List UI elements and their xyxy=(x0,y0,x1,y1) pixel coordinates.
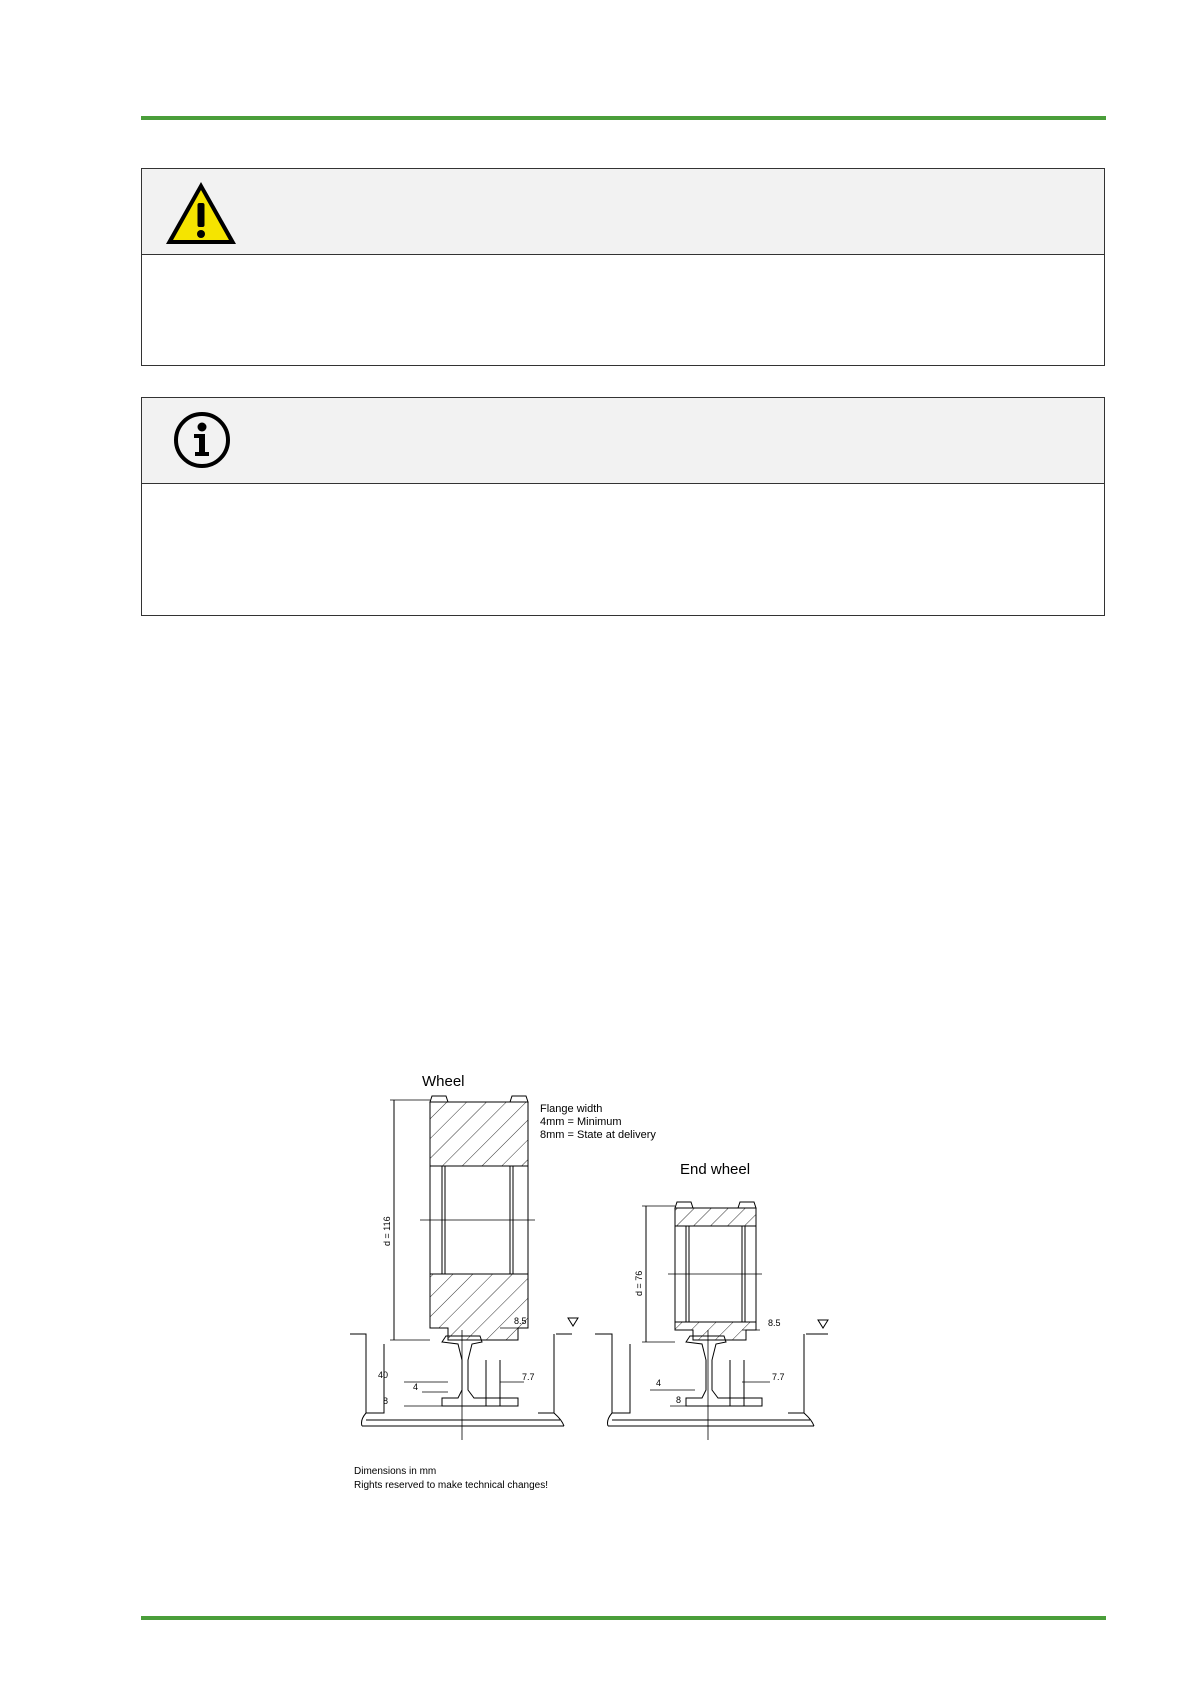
warning-box-header xyxy=(142,169,1104,255)
info-circle-icon xyxy=(172,410,232,470)
wheel-title: Wheel xyxy=(422,1073,465,1090)
end-wheel-dim-7-7: 7.7 xyxy=(772,1372,785,1382)
wheel-dim-4: 4 xyxy=(413,1382,419,1392)
end-wheel-figure xyxy=(595,1202,828,1440)
wheel-technical-drawing xyxy=(350,1060,910,1510)
wheel-figure xyxy=(350,1096,578,1440)
flange-note-line-2: 4mm = Minimum xyxy=(540,1116,622,1128)
wheel-diameter-label: d = 116 xyxy=(382,1216,392,1246)
footer-rule xyxy=(141,1616,1106,1620)
warning-triangle-icon xyxy=(163,179,239,247)
info-box xyxy=(141,397,1105,616)
end-wheel-dim-4: 4 xyxy=(656,1378,662,1388)
warning-box xyxy=(141,168,1105,366)
info-box-header xyxy=(142,398,1104,484)
wheel-dim-8: 8 xyxy=(383,1396,389,1406)
end-wheel-dim-8-5: 8.5 xyxy=(768,1318,781,1328)
header-rule xyxy=(141,116,1106,120)
footnote-line-1: Dimensions in mm xyxy=(354,1466,437,1477)
flange-note-line-1: Flange width xyxy=(540,1103,603,1115)
end-wheel-dim-8: 8 xyxy=(676,1395,682,1405)
footnote-line-2: Rights reserved to make technical changes! xyxy=(354,1480,548,1491)
wheel-dim-40: 40 xyxy=(378,1370,389,1380)
end-wheel-title: End wheel xyxy=(680,1161,751,1178)
wheel-dim-8-5: 8.5 xyxy=(514,1316,527,1326)
flange-note-line-3: 8mm = State at delivery xyxy=(540,1129,656,1141)
end-wheel-diameter-label: d = 76 xyxy=(634,1270,644,1296)
wheel-dim-7-7: 7.7 xyxy=(522,1372,535,1382)
